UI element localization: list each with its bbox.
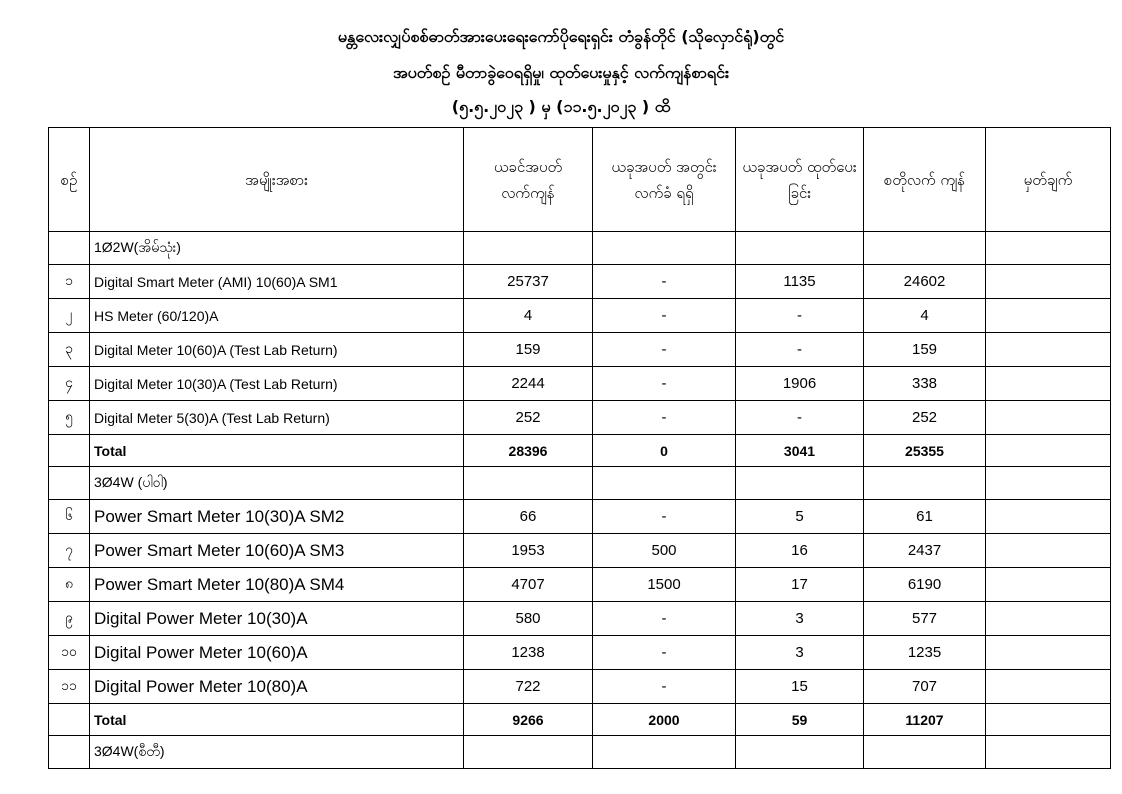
table-row (49, 265, 1111, 299)
empty-cell (49, 704, 90, 736)
inventory-table (48, 127, 1111, 769)
table-row (49, 670, 1111, 704)
row-item: Digital Power Meter 10(30)A (90, 602, 464, 636)
row-item: Digital Meter 10(60)A (Test Lab Return) (90, 333, 464, 367)
empty-cell (593, 467, 736, 500)
total-label: Total (90, 704, 464, 736)
row-balance: 61 (864, 500, 986, 534)
empty-cell (593, 736, 736, 769)
empty-cell (986, 435, 1111, 467)
row-balance: 252 (864, 401, 986, 435)
row-received: - (593, 299, 736, 333)
total-label: Total (90, 435, 464, 467)
row-item: Power Smart Meter 10(30)A SM2 (90, 500, 464, 534)
empty-cell (736, 232, 864, 265)
row-issued: 15 (736, 670, 864, 704)
section-label: 3Ø4W(စီတီ) (90, 736, 464, 769)
row-issued: 17 (736, 568, 864, 602)
row-issued: - (736, 401, 864, 435)
row-item: Power Smart Meter 10(60)A SM3 (90, 534, 464, 568)
row-balance: 1235 (864, 636, 986, 670)
row-issued: 16 (736, 534, 864, 568)
row-item: Digital Meter 10(30)A (Test Lab Return) (90, 367, 464, 401)
row-item: Digital Power Meter 10(80)A (90, 670, 464, 704)
header-remarks: မှတ်ချက် (986, 128, 1111, 232)
section-label: 1Ø2W(အိမ်သုံး) (90, 232, 464, 265)
row-balance: 338 (864, 367, 986, 401)
total-prev: 28396 (464, 435, 593, 467)
section-row-1ph (49, 232, 1111, 265)
row-remarks (986, 265, 1111, 299)
empty-cell (864, 232, 986, 265)
row-issued: 3 (736, 636, 864, 670)
empty-cell (593, 232, 736, 265)
row-issued: - (736, 333, 864, 367)
report-subtitle: အပတ်စဉ် မီတာခွဲဝေရရှိမှု၊ ထုတ်ပေးမှုနှင့် လက်ကျန်စာရင်း (392, 63, 730, 82)
table-row (49, 602, 1111, 636)
section-row-3ph-ct (49, 736, 1111, 769)
section-label: 3Ø4W (ပါဝါ) (90, 467, 464, 500)
row-balance: 4 (864, 299, 986, 333)
total-balance: 25355 (864, 435, 986, 467)
row-received: - (593, 636, 736, 670)
row-no: ၃ (49, 333, 90, 367)
header-received: ယခုအပတ် အတွင်းလက်ခံ ရရှိ (593, 128, 736, 232)
row-received: - (593, 401, 736, 435)
header-type: အမျိုးအစား (90, 128, 464, 232)
row-balance: 159 (864, 333, 986, 367)
section-no (49, 467, 90, 500)
total-received: 2000 (593, 704, 736, 736)
row-remarks (986, 299, 1111, 333)
empty-cell (986, 704, 1111, 736)
total-issued: 59 (736, 704, 864, 736)
total-received: 0 (593, 435, 736, 467)
row-remarks (986, 500, 1111, 534)
row-prev: 580 (464, 602, 593, 636)
total-issued: 3041 (736, 435, 864, 467)
total-balance: 11207 (864, 704, 986, 736)
empty-cell (736, 736, 864, 769)
empty-cell (464, 232, 593, 265)
header-prev-balance: ယခင်အပတ် လက်ကျန် (464, 128, 593, 232)
row-received: - (593, 670, 736, 704)
header-row (49, 128, 1111, 232)
empty-cell (864, 736, 986, 769)
row-remarks (986, 534, 1111, 568)
report-date-range: (၅.၅.၂၀၂၃ ) မှ (၁၁.၅.၂၀၂၃ ) ထိ (451, 97, 671, 116)
header-no: စဉ် (49, 128, 90, 232)
row-received: - (593, 265, 736, 299)
row-balance: 707 (864, 670, 986, 704)
row-item: Digital Smart Meter (AMI) 10(60)A SM1 (90, 265, 464, 299)
table-row (49, 568, 1111, 602)
row-balance: 24602 (864, 265, 986, 299)
total-prev: 9266 (464, 704, 593, 736)
row-no: ၆ (49, 500, 90, 534)
row-item: Power Smart Meter 10(80)A SM4 (90, 568, 464, 602)
empty-cell (736, 467, 864, 500)
report-title: မန္တလေးလျှပ်စစ်ဓာတ်အားပေးရေးကော်ပိုရေးရှင်း တံခွန်တိုင် (သိုလှောင်ရုံ)တွင် (337, 27, 785, 46)
row-received: - (593, 367, 736, 401)
row-prev: 2244 (464, 367, 593, 401)
row-prev: 4 (464, 299, 593, 333)
row-issued: 1906 (736, 367, 864, 401)
table-row (49, 636, 1111, 670)
row-balance: 6190 (864, 568, 986, 602)
row-remarks (986, 568, 1111, 602)
row-no: ၁ (49, 265, 90, 299)
row-issued: 1135 (736, 265, 864, 299)
empty-cell (464, 467, 593, 500)
row-remarks (986, 367, 1111, 401)
empty-cell (49, 435, 90, 467)
empty-cell (986, 232, 1111, 265)
table-row (49, 367, 1111, 401)
row-remarks (986, 636, 1111, 670)
row-no: ၄ (49, 367, 90, 401)
empty-cell (864, 467, 986, 500)
row-item: HS Meter (60/120)A (90, 299, 464, 333)
row-item: Digital Power Meter 10(60)A (90, 636, 464, 670)
table-row (49, 534, 1111, 568)
row-no: ၈ (49, 568, 90, 602)
table-row (49, 500, 1111, 534)
row-no: ၂ (49, 299, 90, 333)
total-row-3ph-power (49, 704, 1111, 736)
row-received: - (593, 602, 736, 636)
header-balance: စတိုလက် ကျန် (864, 128, 986, 232)
empty-cell (464, 736, 593, 769)
row-remarks (986, 401, 1111, 435)
row-no: ၅ (49, 401, 90, 435)
row-no: ၁၁ (49, 670, 90, 704)
row-received: 500 (593, 534, 736, 568)
row-balance: 2437 (864, 534, 986, 568)
row-received: - (593, 500, 736, 534)
row-prev: 722 (464, 670, 593, 704)
empty-cell (986, 467, 1111, 500)
section-row-3ph-power (49, 467, 1111, 500)
table-row (49, 333, 1111, 367)
row-prev: 1238 (464, 636, 593, 670)
header-issued: ယခုအပတ် ထုတ်ပေးခြင်း (736, 128, 864, 232)
row-issued: 5 (736, 500, 864, 534)
row-issued: 3 (736, 602, 864, 636)
row-issued: - (736, 299, 864, 333)
total-row-1ph (49, 435, 1111, 467)
row-received: 1500 (593, 568, 736, 602)
row-remarks (986, 333, 1111, 367)
section-no (49, 736, 90, 769)
table-row (49, 401, 1111, 435)
row-prev: 159 (464, 333, 593, 367)
row-remarks (986, 602, 1111, 636)
table-row (49, 299, 1111, 333)
row-no: ၉ (49, 602, 90, 636)
empty-cell (986, 736, 1111, 769)
row-balance: 577 (864, 602, 986, 636)
row-remarks (986, 670, 1111, 704)
row-prev: 1953 (464, 534, 593, 568)
section-no (49, 232, 90, 265)
row-no: ၇ (49, 534, 90, 568)
row-item: Digital Meter 5(30)A (Test Lab Return) (90, 401, 464, 435)
row-no: ၁၀ (49, 636, 90, 670)
row-prev: 252 (464, 401, 593, 435)
row-prev: 4707 (464, 568, 593, 602)
row-prev: 25737 (464, 265, 593, 299)
row-received: - (593, 333, 736, 367)
row-prev: 66 (464, 500, 593, 534)
